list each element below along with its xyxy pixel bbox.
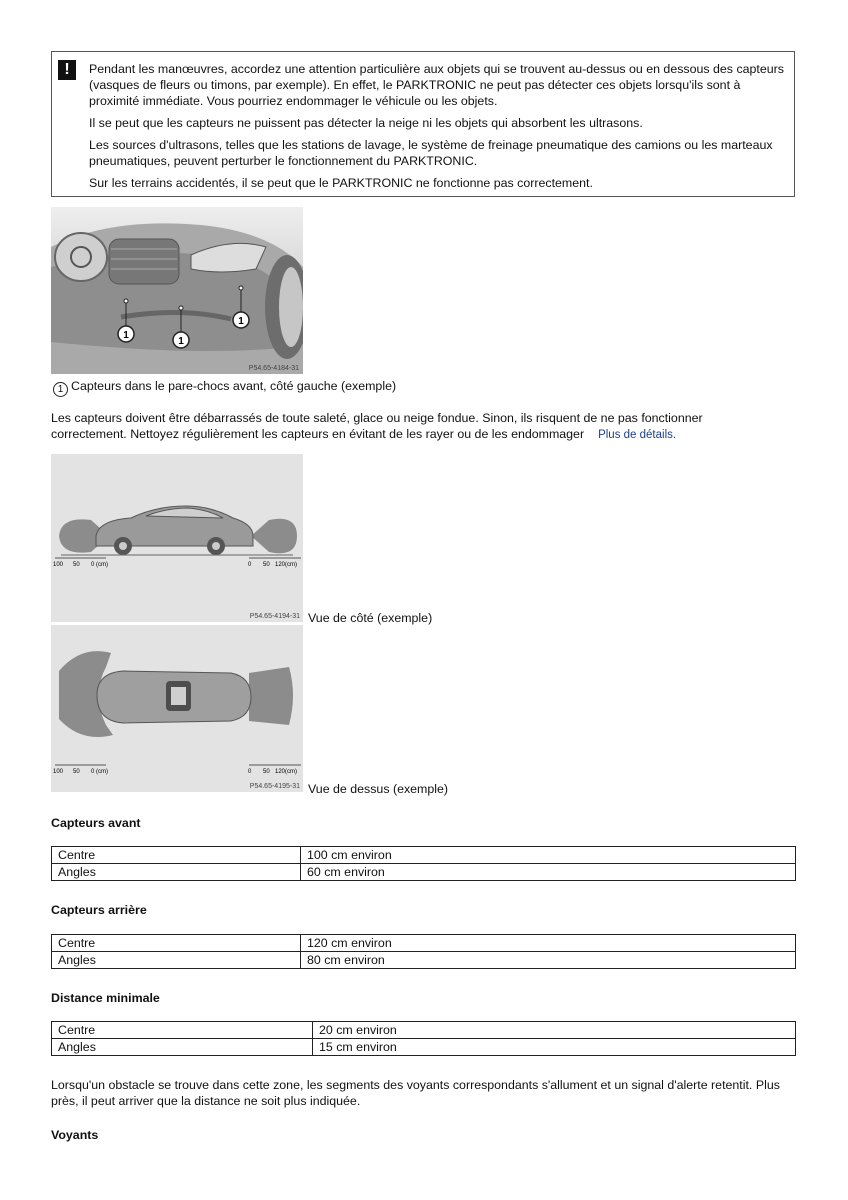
rear-sensors-heading: Capteurs arrière: [51, 903, 147, 917]
car-front-illustration: [51, 207, 303, 374]
row-value: 15 cm environ: [313, 1039, 796, 1056]
side-view-diagram: [51, 454, 303, 622]
minimum-distance-heading: Distance minimale: [51, 991, 160, 1005]
figure2-caption: Vue de côté (exemple): [308, 611, 433, 625]
scale-left-0: 0 (cm): [91, 562, 108, 568]
body-paragraph: [51, 410, 741, 443]
warning-paragraph: Sur les terrains accidentés, il se peut que le PARKTRONIC ne fonctionne pas correctement.: [89, 176, 593, 190]
figure1-caption: [53, 378, 553, 397]
table-row: [52, 935, 796, 952]
top-view-illustration: [51, 625, 303, 792]
row-label: Centre: [52, 935, 301, 952]
row-label: Angles: [52, 864, 301, 881]
row-label: Angles: [52, 1039, 313, 1056]
row-value: 120 cm environ: [301, 935, 796, 952]
scale-right-0: 0: [248, 769, 252, 775]
scale-right-50: 50: [263, 562, 270, 568]
front-sensors-heading: Capteurs avant: [51, 816, 141, 830]
figure-ref: P54.65-4184-31: [248, 365, 299, 372]
row-label: Centre: [52, 1022, 313, 1039]
front-sensors-table: [51, 846, 796, 881]
row-value: 80 cm environ: [301, 952, 796, 969]
row-value: 100 cm environ: [301, 847, 796, 864]
warning-box: [51, 51, 795, 197]
marker-1-label: 1: [238, 316, 244, 327]
scale-left-50: 50: [73, 562, 80, 568]
table-row: [52, 864, 796, 881]
body-text: Les capteurs doivent être débarrassés de toute saleté, glace ou neige fondue. Sinon, ils risquent de ne pas fonctionner correctement. Nettoyez régulièrement les capteurs en évitant de les rayer ou de les endommager: [51, 411, 703, 441]
scale-left-100: 100: [53, 562, 64, 568]
voyants-heading: Voyants: [51, 1128, 99, 1142]
figure-ref: P54.65-4195-31: [249, 783, 300, 790]
side-view-illustration: [51, 454, 303, 622]
rear-sensors-table: [51, 934, 796, 969]
scale-right-50: 50: [263, 769, 270, 775]
top-view-diagram: [51, 625, 303, 792]
marker-1-label: 1: [123, 330, 129, 341]
row-value: 20 cm environ: [313, 1022, 796, 1039]
table-row: [52, 1022, 796, 1039]
scale-left-0: 0 (cm): [91, 769, 108, 775]
table-row: [52, 1039, 796, 1056]
front-bumper-photo: [51, 207, 303, 374]
marker-1-label: 1: [178, 336, 184, 347]
warning-paragraph: Les sources d'ultrasons, telles que les stations de lavage, le système de freinage pneumatique des camions ou les marteaux pneumatiques, peuvent perturber le fonctionnement du PARKTRONIC.: [89, 138, 773, 168]
figure3-caption: Vue de dessus (exemple): [308, 782, 449, 796]
figure-ref: P54.65-4194-31: [249, 613, 300, 620]
warning-paragraph: Il se peut que les capteurs ne puissent pas détecter la neige ni les objets qui absorbent les ultrasons.: [89, 116, 643, 130]
scale-right-120: 120(cm): [275, 769, 298, 775]
body-paragraph: Lorsqu'un obstacle se trouve dans cette zone, les segments des voyants correspondants s'allument et un signal d'alerte retentit. Plus près, il peut arriver que la distance ne soit plus indiquée.: [51, 1078, 780, 1108]
warning-text: [89, 61, 789, 197]
row-label: Angles: [52, 952, 301, 969]
scale-left-100: 100: [53, 769, 64, 775]
row-value: 60 cm environ: [301, 864, 796, 881]
minimum-distance-table: [51, 1021, 796, 1056]
scale-right-120: 120(cm): [275, 562, 298, 568]
scale-left-50: 50: [73, 769, 80, 775]
figure1-caption-text: Capteurs dans le pare-chocs avant, côté gauche (exemple): [71, 379, 397, 393]
marker-1-icon: 1: [53, 382, 68, 397]
table-row: [52, 847, 796, 864]
exclamation-icon: !: [58, 60, 76, 80]
row-label: Centre: [52, 847, 301, 864]
scale-right-0: 0: [248, 562, 252, 568]
details-link[interactable]: Plus de détails.: [598, 429, 677, 441]
warning-paragraph: Pendant les manœuvres, accordez une attention particulière aux objets qui se trouvent au-dessus ou en dessous des capteurs (vasques de fleurs ou timons, par exemple). En effet, le PARKTRONIC ne peut pas détecter ces objets lorsqu'ils sont à proximité immédiate. Vous pourriez endommager le véhicule ou les objets.: [89, 62, 784, 108]
table-row: [52, 952, 796, 969]
